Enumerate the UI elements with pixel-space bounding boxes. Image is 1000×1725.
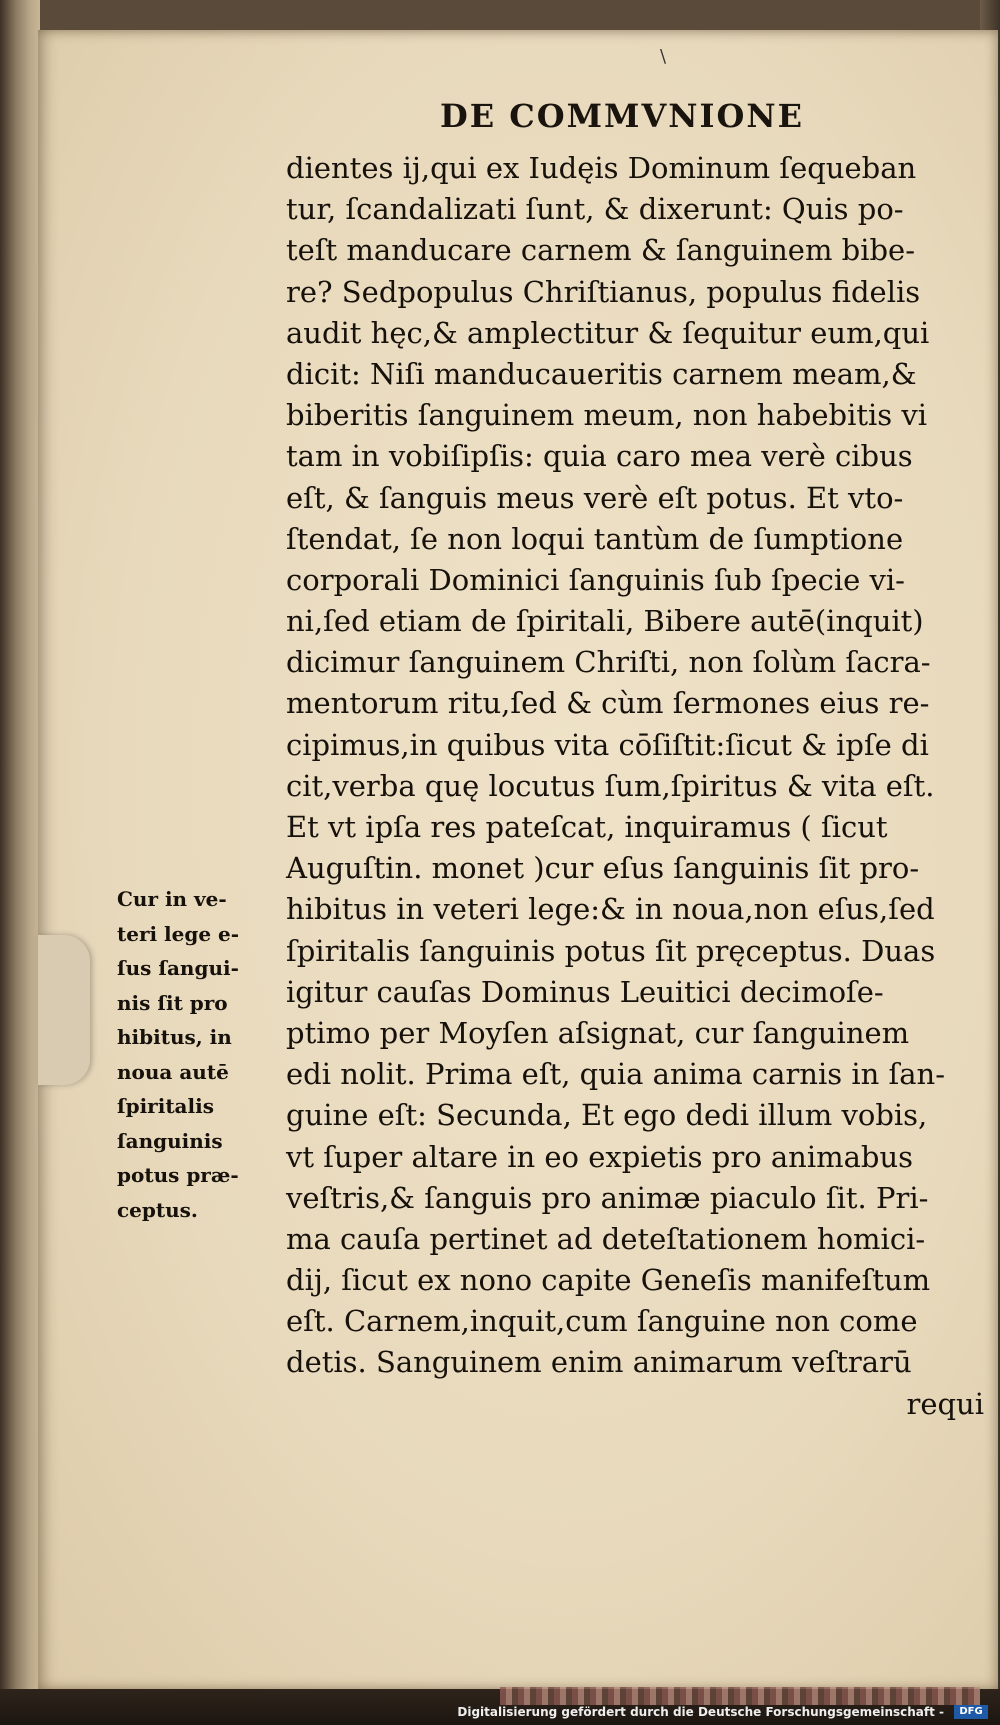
- text-line: tam in vobiſipſis: quia caro mea verè cibus: [286, 439, 913, 474]
- text-line: hibitus in veteri lege:& in noua,non eſus,ſed: [286, 892, 935, 927]
- text-line: audit hęc,& amplectitur & ſequitur eum,qui: [286, 315, 930, 350]
- text-line: tur, ſcandalizati ſunt, & dixerunt: Quis po-: [286, 192, 904, 227]
- cover-edge-pattern: [500, 1687, 980, 1705]
- text-line: ni,ſed etiam de ſpiritali, Bibere autē(inquit): [286, 604, 924, 639]
- ink-mark: \: [660, 46, 667, 67]
- text-line: cit,verba quę locutus ſum,ſpiritus & vita eſt.: [286, 768, 935, 803]
- text-line: Auguſtin. monet )cur eſus ſanguinis ſit pro-: [286, 851, 920, 886]
- margin-line: ſus ſangui-: [117, 956, 239, 980]
- text-line: edi nolit. Prima eſt, quia anima carnis in ſan-: [286, 1057, 946, 1092]
- text-line: detis. Sanguinem enim animarum veſtrarū: [286, 1345, 912, 1380]
- margin-line: Cur in ve-: [117, 887, 227, 911]
- margin-line: ſpiritalis: [117, 1094, 214, 1118]
- text-line: dientes ij,qui ex Iudęis Dominum ſequeban: [286, 151, 917, 185]
- margin-line: nis ſit pro: [117, 990, 228, 1015]
- text-line: teſt manducare carnem & ſanguinem bibe-: [286, 233, 916, 268]
- text-line: Et vt ipſa res pateſcat, inquiramus ( ſicut: [286, 810, 888, 844]
- book-edge-left: [0, 0, 40, 1725]
- text-line: ma cauſa pertinet ad deteſtationem homici-: [286, 1221, 926, 1256]
- text-line: eſt. Carnem,inquit,cum ſanguine non come: [286, 1304, 918, 1339]
- text-line: corporali Dominici ſanguinis ſub ſpecie vi-: [286, 562, 905, 597]
- page-clip: [38, 935, 90, 1085]
- text-line: eſt, & ſanguis meus verè eſt potus. Et vto-: [286, 480, 904, 515]
- text-line: vt ſuper altare in eo expietis pro animabus: [286, 1139, 914, 1174]
- text-line: dicimur ſanguinem Chriſti, non ſolùm ſacra-: [286, 645, 931, 680]
- margin-line: noua autē: [117, 1059, 229, 1084]
- text-line: biberitis ſanguinem meum, non habebitis vi: [286, 398, 928, 433]
- text-line: mentorum ritu,ſed & cùm ſermones eius re-: [286, 686, 930, 721]
- text-line: ſtendat, ſe non loqui tantùm de ſumptione: [286, 521, 904, 556]
- funding-notice: Digitalisierung gefördert durch die Deutsche Forschungsgemeinschaft -: [457, 1705, 944, 1719]
- text-line: dij, ſicut ex nono capite Geneſis manifeſtum: [286, 1263, 931, 1298]
- body-text: [286, 148, 994, 1425]
- text-line: dicit: Niſi manducaueritis carnem meam,&: [286, 356, 917, 391]
- dfg-logo: DFG: [954, 1705, 988, 1719]
- text-line: guine eſt: Secunda, Et ego dedi illum vobis,: [286, 1098, 928, 1133]
- running-head: DE COMMVNIONE: [440, 97, 805, 135]
- margin-line: teri lege e-: [117, 921, 240, 946]
- text-line: re? Sedpopulus Chriſtianus, populus fidelis: [286, 274, 921, 309]
- margin-line: ceptus.: [117, 1197, 198, 1222]
- margin-line: potus præ-: [117, 1163, 239, 1187]
- text-line: veſtris,& ſanguis pro animæ piaculo ſit. Pri-: [286, 1180, 929, 1215]
- text-line: ptimo per Moyſen aſsignat, cur ſanguinem: [286, 1015, 910, 1050]
- marginal-note: [117, 882, 287, 1227]
- text-line: igitur cauſas Dominus Leuitici decimoſe-: [286, 974, 884, 1009]
- text-line: ſpiritalis ſanguinis potus ſit pręceptus. Duas: [286, 933, 936, 968]
- text-line: cipimus,in quibus vita cōſiſtit:ſicut & ipſe di: [286, 727, 929, 762]
- margin-line: ſanguinis: [117, 1128, 223, 1153]
- catchword: requi: [906, 1386, 984, 1421]
- margin-line: hibitus, in: [117, 1025, 232, 1049]
